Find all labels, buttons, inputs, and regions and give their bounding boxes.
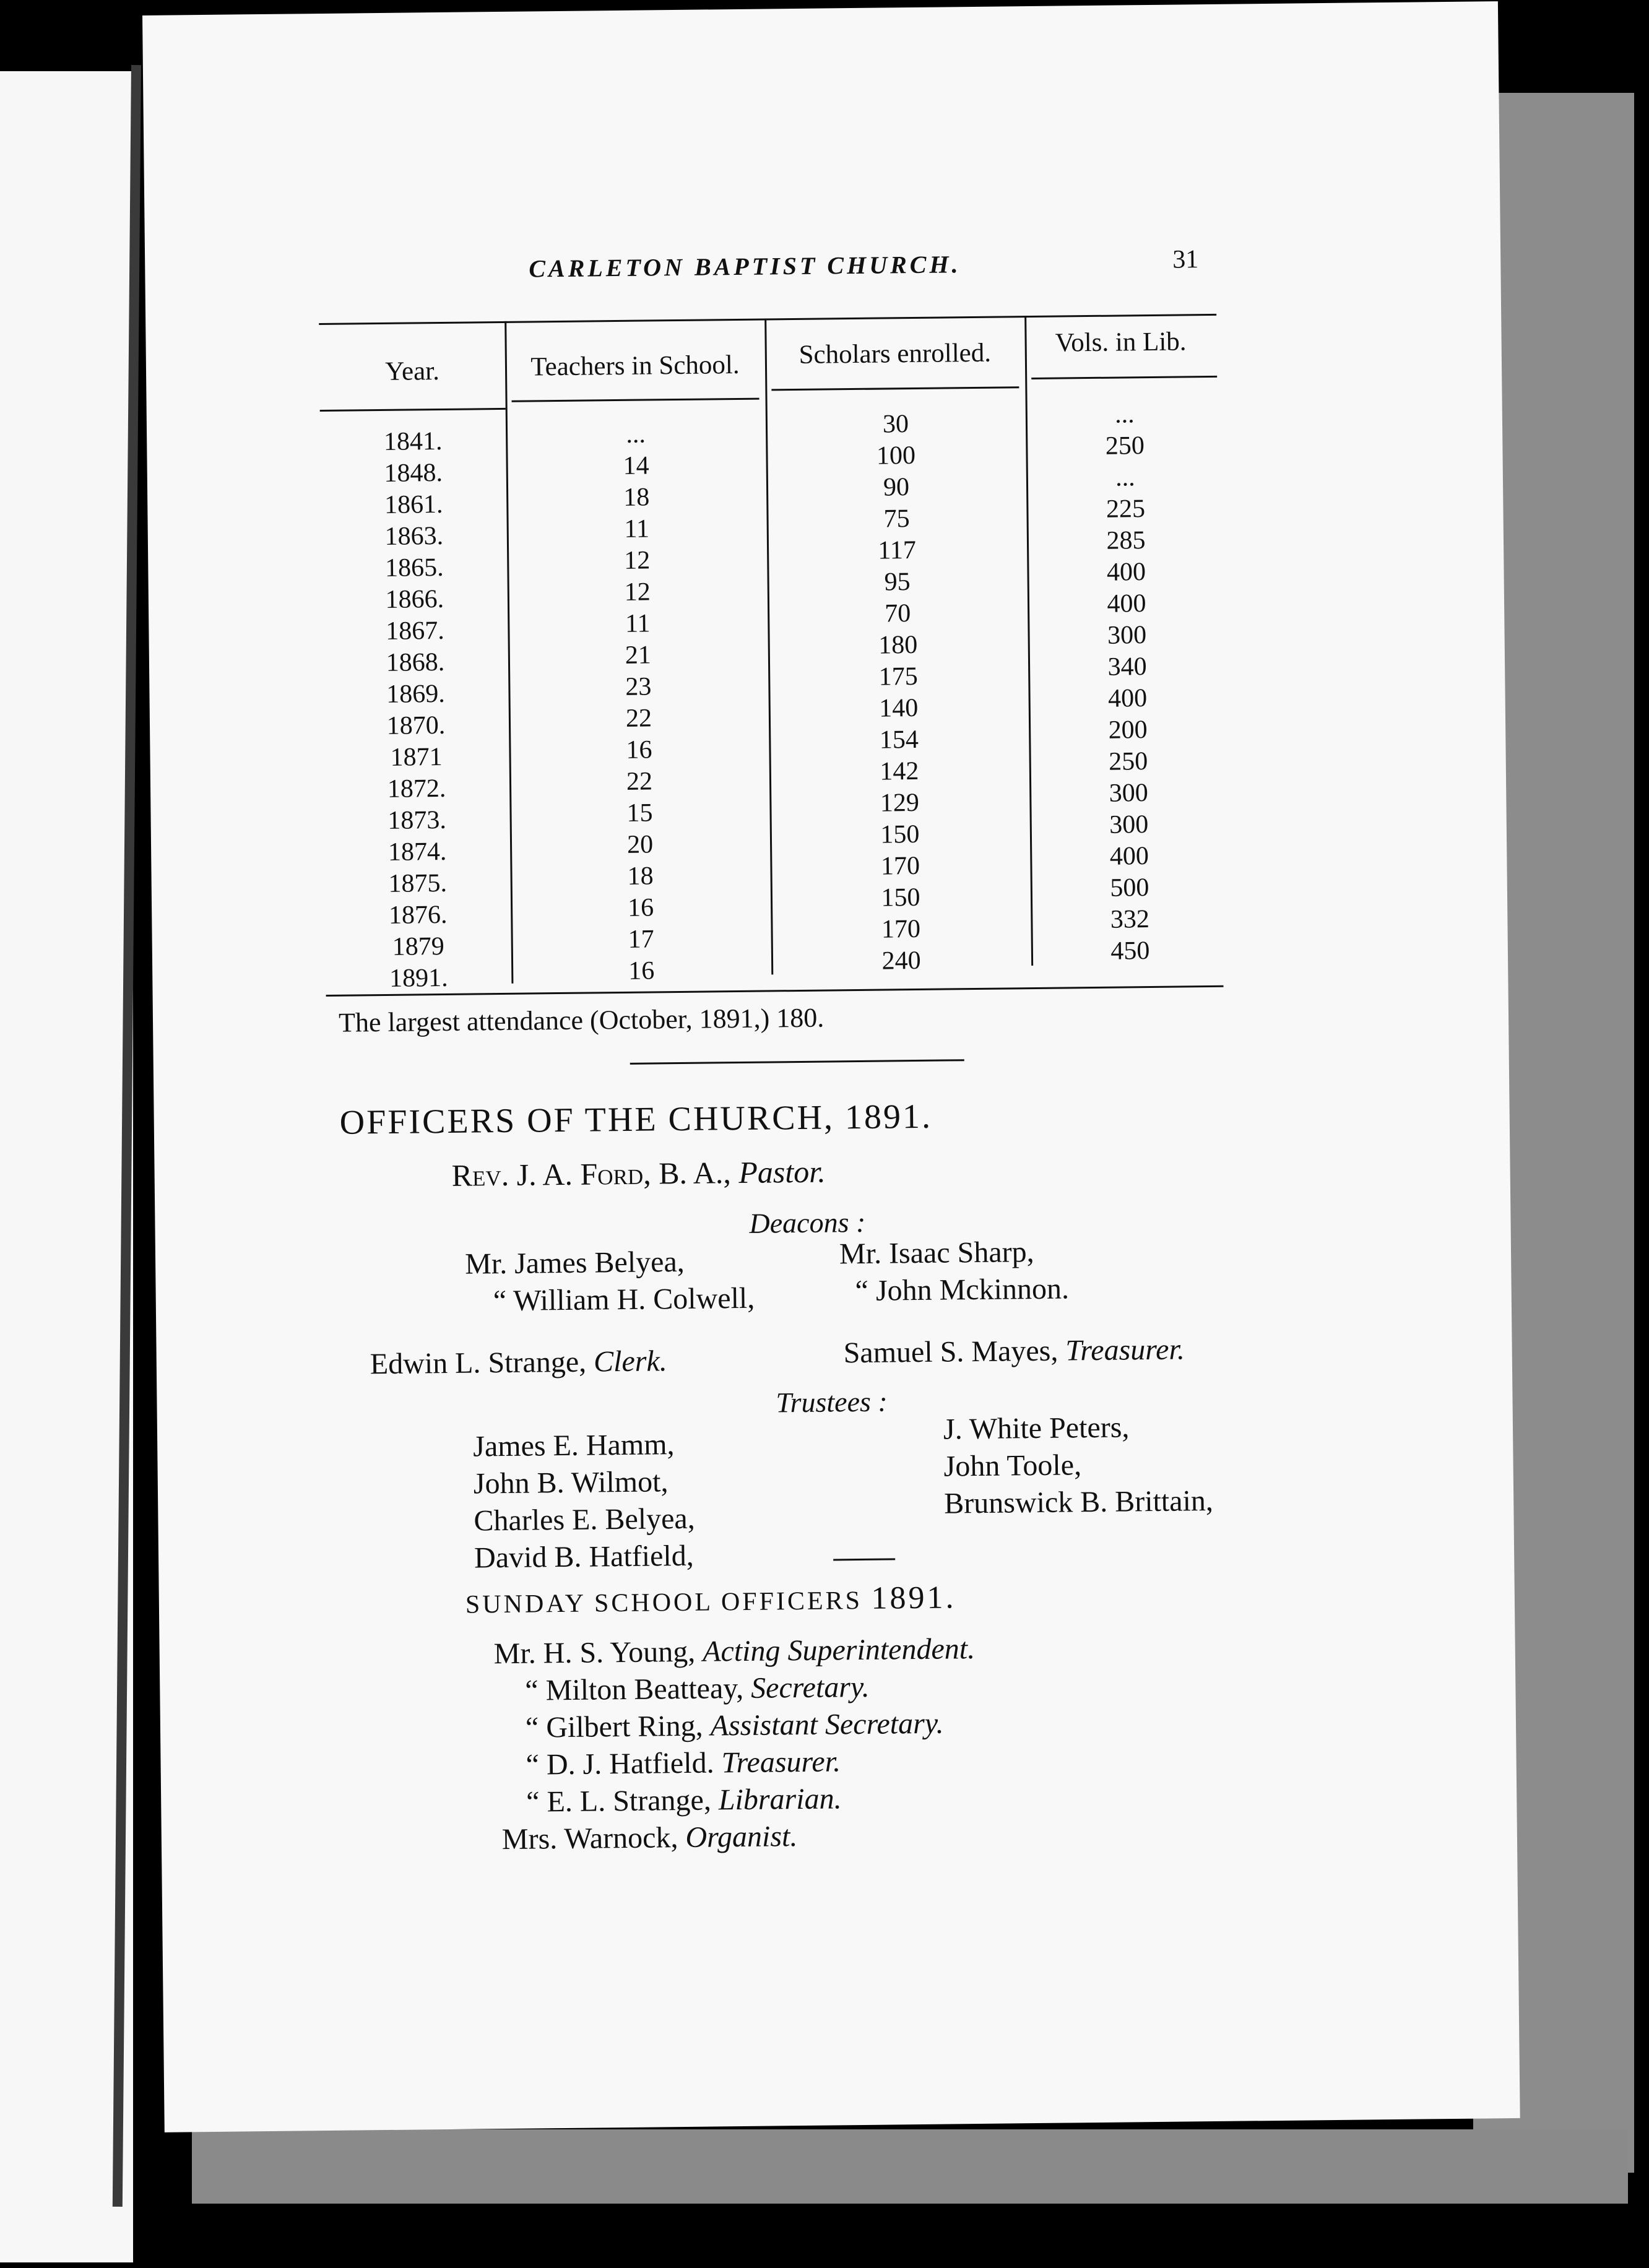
vols-cell: 300 — [1107, 621, 1147, 650]
table-top-rule — [319, 314, 1216, 325]
treasurer-role: Treasurer. — [1065, 1333, 1185, 1367]
years-column — [320, 425, 512, 995]
scholars-column — [772, 407, 1026, 978]
scholars-cell: 30 — [882, 410, 909, 439]
treasurer-line — [843, 1332, 1185, 1370]
year-cell: 1872. — [387, 774, 446, 803]
year-cell: 1891. — [389, 963, 448, 993]
trustee-left: John B. Wilmot, — [473, 1465, 669, 1500]
vols-cell: 340 — [1107, 652, 1147, 682]
vols-column — [1032, 398, 1224, 968]
scholars-cell: 142 — [880, 756, 919, 786]
teachers-cell: 11 — [625, 609, 651, 638]
teachers-cell: 16 — [628, 956, 655, 985]
ss-officer-role: Treasurer. — [721, 1745, 841, 1780]
clerk-role: Clerk. — [593, 1344, 667, 1379]
ss-officer-name: Mr. H. S. Young, — [493, 1635, 696, 1671]
vols-cell: 285 — [1106, 526, 1146, 555]
year-cell: 1863. — [384, 521, 444, 551]
deacons-label: Deacons : — [749, 1206, 866, 1239]
year-cell: 1867. — [385, 616, 444, 646]
teachers-cell: 16 — [627, 893, 654, 922]
scholars-cell: 170 — [880, 851, 920, 881]
year-cell: 1869. — [386, 679, 445, 709]
vols-cell: ... — [1114, 400, 1135, 429]
pastor-name: Rev. J. A. Ford, B. A., — [451, 1155, 732, 1193]
ss-officer-role: Secretary. — [750, 1670, 870, 1705]
page-number: 31 — [1172, 245, 1199, 274]
vols-cell: 225 — [1106, 495, 1146, 524]
short-divider — [833, 1558, 895, 1560]
scholars-header-rule — [771, 386, 1019, 391]
ss-officer — [526, 1781, 842, 1819]
ss-officer-role: Assistant Secretary. — [710, 1707, 944, 1742]
deacon-left: “ William H. Colwell, — [493, 1281, 755, 1318]
header-year: Year. — [384, 357, 440, 386]
ss-officer — [502, 1819, 798, 1856]
ss-officer-role: Librarian. — [718, 1782, 842, 1817]
officers-title: OFFICERS OF THE CHURCH, 1891. — [339, 1097, 933, 1142]
running-head: CARLETON BAPTIST CHURCH. — [529, 250, 961, 283]
ss-officer-role: Acting Superintendent. — [702, 1632, 976, 1668]
deacon-right: “ John Mckinnon. — [855, 1272, 1070, 1308]
year-cell: 1868. — [386, 647, 445, 677]
attendance-note: The largest attendance (October, 1891,) 180. — [338, 1002, 824, 1038]
vols-cell: 200 — [1108, 716, 1148, 745]
sunday-school-title-year: 1891. — [871, 1580, 956, 1616]
trustee-right: John Toole, — [943, 1448, 1082, 1483]
vols-cell: 450 — [1110, 937, 1150, 966]
scholars-cell: 154 — [879, 725, 919, 755]
vols-cell: 332 — [1110, 905, 1150, 934]
sunday-school-title — [465, 1579, 956, 1621]
vols-cell: 400 — [1107, 589, 1146, 618]
trustee-left: James E. Hamm, — [472, 1428, 675, 1463]
ss-officer — [526, 1744, 841, 1781]
scholars-cell: 100 — [876, 441, 916, 470]
year-cell: 1870. — [386, 711, 446, 740]
scholars-cell: 117 — [878, 535, 917, 565]
scholars-cell: 180 — [878, 630, 918, 660]
trustee-left: David B. Hatfield, — [474, 1539, 694, 1575]
scholars-cell: 140 — [879, 693, 919, 723]
teachers-cell: ... — [626, 420, 646, 449]
ss-officer — [493, 1632, 975, 1671]
vols-cell: 400 — [1106, 558, 1146, 587]
year-cell: 1874. — [387, 837, 447, 867]
teachers-cell: 12 — [624, 578, 651, 607]
scholars-cell: 75 — [883, 504, 910, 534]
teachers-cell: 20 — [626, 830, 654, 859]
teachers-cell: 14 — [623, 451, 649, 480]
header-vols: Vols. in Lib. — [1055, 327, 1187, 358]
year-cell: 1873. — [387, 805, 447, 835]
teachers-cell: 17 — [628, 925, 654, 954]
year-cell: 1879 — [392, 932, 445, 961]
year-header-rule — [320, 408, 506, 412]
pastor-role: Pastor. — [738, 1154, 826, 1190]
year-cell: 1875. — [388, 868, 448, 898]
vols-cell: 250 — [1105, 431, 1145, 461]
trustees-label: Trustees : — [776, 1385, 888, 1419]
teachers-cell: 21 — [625, 641, 652, 670]
backing-board-bottom — [192, 2129, 1628, 2204]
vols-header-rule — [1031, 376, 1217, 379]
scholars-cell: 240 — [881, 946, 921, 976]
vols-cell: 400 — [1109, 842, 1149, 871]
teachers-cell: 23 — [625, 672, 652, 701]
teachers-cell: 16 — [626, 735, 652, 764]
deacon-right: Mr. Isaac Sharp, — [839, 1236, 1034, 1271]
vols-cell: 500 — [1110, 873, 1149, 902]
pastor-line — [451, 1154, 826, 1193]
clerk-line — [370, 1344, 667, 1381]
ss-officer-name: “ E. L. Strange, — [526, 1783, 712, 1819]
vols-cell: 300 — [1109, 810, 1149, 839]
scholars-cell: 95 — [884, 568, 911, 597]
vols-cell: 400 — [1107, 684, 1148, 713]
header-teachers: Teachers in School. — [530, 350, 740, 382]
trustee-right: J. White Peters, — [943, 1411, 1130, 1446]
teachers-cell: 22 — [626, 767, 653, 796]
ss-officer-name: “ Milton Beatteay, — [525, 1671, 744, 1707]
trustee-right: Brunswick B. Brittain, — [943, 1484, 1214, 1520]
year-cell: 1871 — [390, 742, 443, 772]
teachers-cell: 18 — [623, 483, 650, 512]
scholars-cell: 70 — [884, 599, 911, 628]
document-page — [142, 1, 1520, 2132]
sunday-school-title-text: SUNDAY SCHOOL OFFICERS — [465, 1586, 863, 1619]
scholars-cell: 90 — [883, 473, 910, 502]
scholars-cell: 129 — [880, 788, 920, 818]
ss-officer-name: “ D. J. Hatfield. — [526, 1746, 714, 1781]
teachers-cell: 15 — [626, 799, 653, 828]
teachers-column — [512, 418, 766, 989]
clerk-name: Edwin L. Strange, — [370, 1345, 587, 1381]
scholars-cell: 150 — [881, 883, 920, 912]
vols-cell: 250 — [1108, 747, 1148, 776]
year-cell: 1865. — [384, 553, 444, 582]
year-cell: 1841. — [383, 426, 443, 456]
year-cell: 1876. — [388, 900, 448, 930]
ss-officer — [525, 1670, 870, 1708]
teachers-cell: 22 — [625, 704, 652, 733]
year-cell: 1861. — [384, 490, 443, 519]
ss-officer-role: Organist. — [685, 1820, 798, 1854]
teachers-cell: 18 — [627, 862, 654, 891]
ss-officer-name: “ Gilbert Ring, — [525, 1709, 703, 1744]
scholars-cell: 170 — [881, 914, 921, 944]
vols-cell: ... — [1115, 463, 1135, 492]
trustee-left: Charles E. Belyea, — [474, 1502, 695, 1538]
header-scholars: Scholars enrolled. — [799, 338, 992, 370]
facing-page-edge — [0, 71, 133, 2262]
ss-officer — [526, 1707, 944, 1745]
scholars-cell: 175 — [878, 662, 918, 691]
vols-cell: 300 — [1109, 779, 1148, 808]
teachers-cell: 12 — [624, 546, 651, 575]
year-cell: 1866. — [385, 584, 444, 614]
teachers-cell: 11 — [624, 514, 650, 543]
treasurer-name: Samuel S. Mayes, — [843, 1334, 1058, 1370]
ss-officer-name: Mrs. Warnock, — [501, 1821, 678, 1856]
section-divider — [630, 1059, 964, 1065]
year-cell: 1848. — [384, 458, 443, 488]
teachers-header-rule — [512, 398, 760, 402]
scholars-cell: 150 — [880, 820, 920, 849]
deacon-left: Mr. James Belyea, — [464, 1245, 685, 1281]
